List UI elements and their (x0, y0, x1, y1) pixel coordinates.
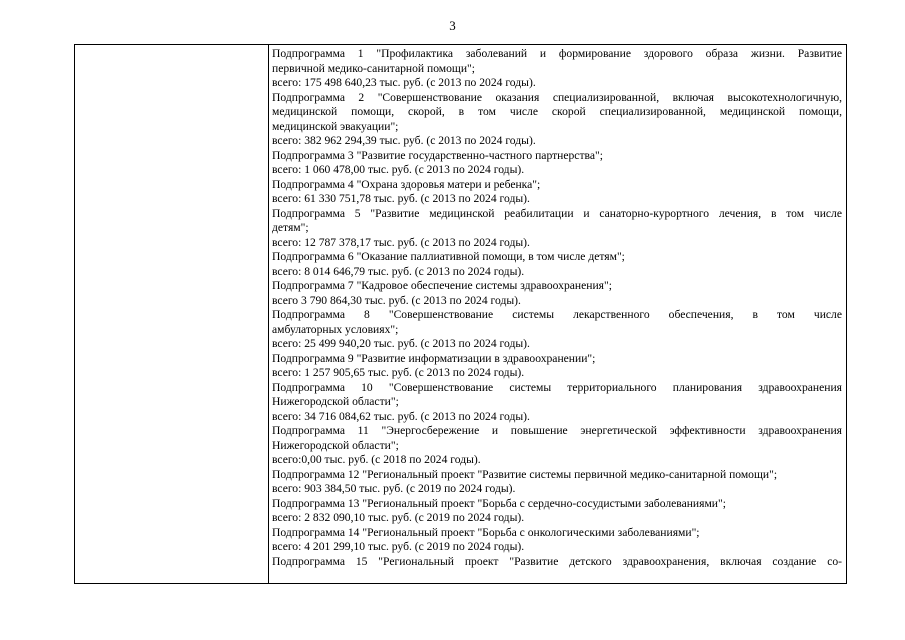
subprogram-text-line: всего: 34 716 084,62 тыс. руб. (с 2013 по 2024 годы). (272, 409, 530, 423)
table-content-cell (269, 45, 847, 584)
subprogram-text-line: Подпрограмма 9 "Развитие информатизации в здравоохранении"; (272, 351, 596, 365)
subprogram-text-line: всего: 8 014 646,79 тыс. руб. (с 2013 по 2024 годы). (272, 264, 525, 278)
subprogram-text-line: амбулаторных условиях"; (272, 322, 399, 336)
subprogram-text-line: детям"; (272, 221, 309, 234)
subprogram-text-line: Подпрограмма 8 "Совершенствование системы лекарственного обеспечения, в том числе (272, 308, 842, 321)
subprogram-text-line: медицинской эвакуации"; (272, 119, 399, 133)
subprogram-text-line: Подпрограмма 11 "Энергосбережение и повышение энергетической эффективности здравоохранения (272, 424, 842, 437)
subprogram-text-line: всего: 2 832 090,10 тыс. руб. (с 2019 по 2024 годы). (272, 511, 525, 524)
table-label-cell (75, 45, 269, 584)
subprogram-text-line: Подпрограмма 15 "Региональный проект "Развитие детского здравоохранения, включая создание со- (272, 554, 842, 568)
subprogram-text-line: всего: 4 201 299,10 тыс. руб. (с 2019 по 2024 годы). (272, 540, 525, 553)
subprogram-text-line: всего: 175 498 640,23 тыс. руб. (с 2013 по 2024 годы). (272, 76, 536, 89)
subprogram-text-line: Нижегородской области"; (272, 438, 399, 452)
subprogram-text-line: Подпрограмма 10 "Совершенствование системы территориального планирования здравоохранения (272, 380, 842, 394)
subprogram-text-line: Подпрограмма 2 "Совершенствование оказания специализированной, включая высокотехнологичную, (272, 90, 842, 104)
subprogram-text-line: всего: 1 060 478,00 тыс. руб. (с 2013 по 2024 годы). (272, 163, 525, 176)
subprogram-text-line: Подпрограмма 3 "Развитие государственно-частного партнерства"; (272, 148, 603, 162)
subprogram-text-line: всего 3 790 864,30 тыс. руб. (с 2013 по 2024 годы). (272, 293, 521, 307)
subprogram-text-line: Подпрограмма 5 "Развитие медицинской реабилитации и санаторно-курортного лечения, в том числе (272, 206, 842, 220)
subprogram-text-line: всего: 25 499 940,20 тыс. руб. (с 2013 по 2024 годы). (272, 337, 530, 350)
subprogram-text-line: всего:0,00 тыс. руб. (с 2018 по 2024 годы). (272, 453, 481, 466)
subprogram-text-line: Нижегородской области"; (272, 395, 399, 408)
subprogram-text-line: Подпрограмма 7 "Кадровое обеспечение системы здравоохранения"; (272, 279, 612, 292)
subprogram-text-line: Подпрограмма 1 "Профилактика заболеваний и формирование здорового образа жизни. Развитие (272, 47, 842, 60)
subprogram-text-line: Подпрограмма 13 "Региональный проект "Борьба с сердечно-сосудистыми заболеваниями"; (272, 496, 726, 510)
subprogram-text-line: медицинской помощи, скорой, в том числе скорой специализированной, медицинской помощи, (272, 105, 842, 118)
page-number: 3 (449, 18, 456, 33)
subprogram-text-line: Подпрограмма 12 "Региональный проект "Развитие системы первичной медико-санитарной помощи"; (272, 467, 778, 481)
subprogram-text-line: Подпрограмма 4 "Охрана здоровья матери и ребенка"; (272, 177, 541, 191)
table-label-cell-text (75, 45, 268, 583)
subprogram-text-line: всего: 61 330 751,78 тыс. руб. (с 2013 по 2024 годы). (272, 192, 530, 205)
subprogram-text-line: всего: 1 257 905,65 тыс. руб. (с 2013 по 2024 годы). (272, 366, 525, 379)
subprogram-text-line: Подпрограмма 14 "Региональный проект "Борьба с онкологическими заболеваниями"; (272, 525, 700, 539)
subprogram-text-line: всего: 12 787 378,17 тыс. руб. (с 2013 по 2024 годы). (272, 235, 530, 249)
table-row (75, 45, 847, 584)
subprogram-text-line: всего: 903 384,50 тыс. руб. (с 2019 по 2024 годы). (272, 482, 516, 495)
subprogram-text-line: Подпрограмма 6 "Оказание паллиативной помощи, в том числе детям"; (272, 250, 625, 263)
subprogram-list (269, 45, 846, 583)
subprogram-text-line: всего: 382 962 294,39 тыс. руб. (с 2013 по 2024 годы). (272, 134, 536, 147)
program-funding-table (74, 44, 847, 584)
subprogram-text-line: первичной медико-санитарной помощи"; (272, 61, 475, 75)
